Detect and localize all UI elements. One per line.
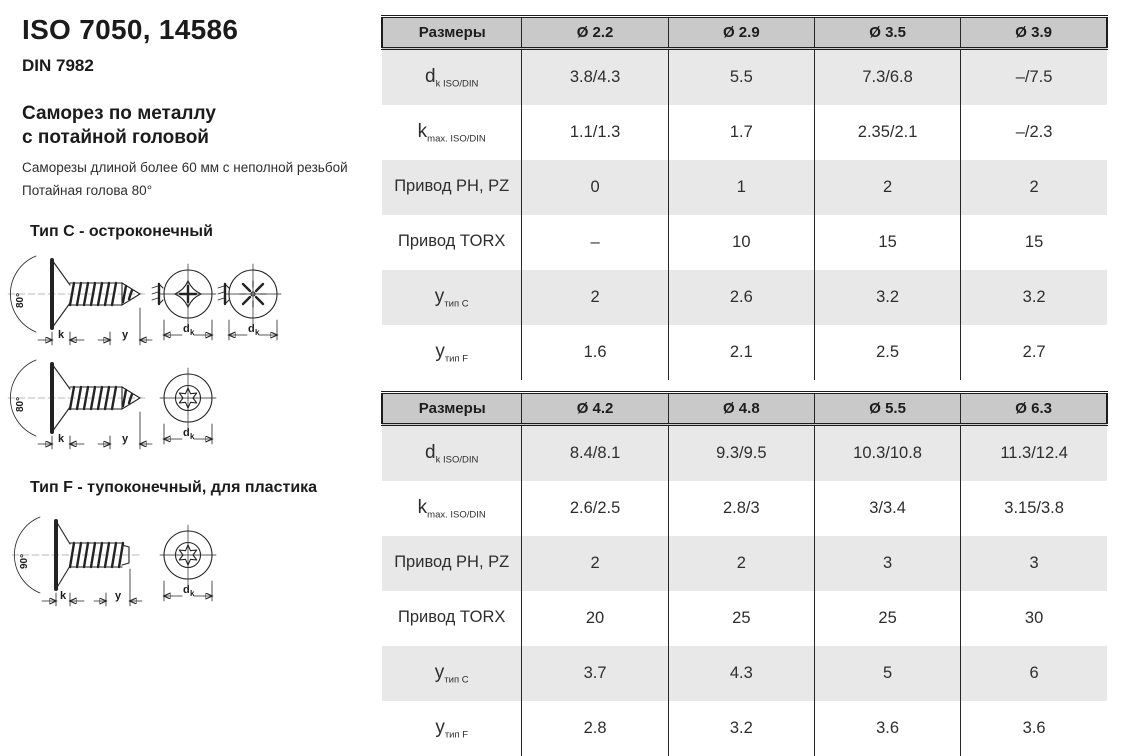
table-cell: 15 xyxy=(961,215,1107,270)
product-name xyxy=(22,102,216,150)
table-row-y-type-f xyxy=(382,701,1107,756)
table-cell: 1.7 xyxy=(668,105,814,160)
screw-side-view-pointed-icon xyxy=(8,256,152,345)
col-header-diameter: Ø 3.5 xyxy=(814,17,960,49)
pz-head-view-icon xyxy=(218,264,281,340)
table-row-dk xyxy=(382,49,1107,106)
table-cell: 2 xyxy=(668,536,814,591)
dim-dk-sub-label: k xyxy=(255,328,260,337)
table-cell: 4.3 xyxy=(668,646,814,701)
row-label: $k_{max. ISO/DIN}$ xyxy=(417,120,486,145)
table-cell: 3.15/3.8 xyxy=(961,481,1107,536)
table-cell: 1.6 xyxy=(522,325,668,380)
angle-label: 80° xyxy=(15,396,26,412)
table-cell: 10.3/10.8 xyxy=(814,425,960,482)
table-cell: 25 xyxy=(814,591,960,646)
table-cell: 3.2 xyxy=(814,270,960,325)
table-cell: 2 xyxy=(961,160,1107,215)
dim-dk-label: d xyxy=(248,323,255,335)
angle-label: 80° xyxy=(15,292,26,308)
dim-dk-sub-label: k xyxy=(190,432,195,441)
table-cell: 8.4/8.1 xyxy=(522,425,668,482)
row-label: Привод TORX xyxy=(398,231,506,250)
page-title: ISO 7050, 14586 xyxy=(22,14,239,45)
torx-head-view-icon xyxy=(160,525,216,601)
type-f-heading: Тип F - тупоконечный, для пластика xyxy=(30,479,318,496)
dim-y-label: y xyxy=(121,329,129,341)
table-cell: 2.1 xyxy=(668,325,814,380)
product-name-line1: Саморез по металлу xyxy=(22,103,216,124)
table-cell: 5.5 xyxy=(668,49,814,106)
row-label: Привод PH, PZ xyxy=(382,536,522,591)
row-label: $y_{тип F}$ xyxy=(435,716,469,741)
table-cell: 7.3/6.8 xyxy=(814,49,960,106)
description-line2: Потайная голова 80° xyxy=(22,182,153,198)
table-cell: 3.2 xyxy=(961,270,1107,325)
table-cell: 11.3/12.4 xyxy=(961,425,1107,482)
table-row-kmax xyxy=(382,105,1107,160)
dim-y-label: y xyxy=(121,433,129,445)
table-cell: 2.8/3 xyxy=(668,481,814,536)
table-cell: 3 xyxy=(814,536,960,591)
table-cell: 3.6 xyxy=(814,701,960,756)
row-label: Привод PH, PZ xyxy=(382,160,522,215)
col-header-diameter: Ø 2.9 xyxy=(668,17,814,49)
table-cell: 2.5 xyxy=(814,325,960,380)
table-cell: 3 xyxy=(961,536,1107,591)
row-label: Привод TORX xyxy=(398,607,506,626)
table-row-drive-ph-pz xyxy=(382,536,1107,591)
table-cell: – xyxy=(522,215,668,270)
type-c-torx-drawing xyxy=(6,352,236,452)
table-cell: 6 xyxy=(961,646,1107,701)
table-row-y-type-c xyxy=(382,646,1107,701)
table-cell: 3.8/4.3 xyxy=(522,49,668,106)
table-cell: –/7.5 xyxy=(961,49,1107,106)
dim-dk-label: d xyxy=(183,427,190,439)
description-line1: Саморезы длиной более 60 мм с неполной резьбой xyxy=(22,160,348,175)
table-cell: 3.7 xyxy=(522,646,668,701)
table-cell: 2 xyxy=(814,160,960,215)
dim-dk-sub-label: k xyxy=(190,328,195,337)
spec-table-small-diameters xyxy=(381,15,1108,380)
table-cell: 0 xyxy=(522,160,668,215)
table-header-row xyxy=(382,17,1107,49)
row-label: $y_{тип C}$ xyxy=(382,646,522,701)
screw-side-view-blunt-icon xyxy=(12,517,142,606)
table-cell: 15 xyxy=(814,215,960,270)
table-cell: 9.3/9.5 xyxy=(668,425,814,482)
table-cell: 2 xyxy=(522,270,668,325)
table-cell: 5 xyxy=(814,646,960,701)
dim-y-label: y xyxy=(114,590,122,602)
table-cell: 20 xyxy=(522,591,668,646)
col-header-sizes: Размеры xyxy=(382,17,522,49)
dim-k-label: k xyxy=(57,329,65,341)
table-cell: 2.6 xyxy=(668,270,814,325)
table-cell: 3.2 xyxy=(668,701,814,756)
table-cell: 2.35/2.1 xyxy=(814,105,960,160)
col-header-diameter: Ø 2.2 xyxy=(522,17,668,49)
dim-k-label: k xyxy=(59,590,67,602)
table-header-row xyxy=(382,393,1107,425)
type-c-ph-pz-drawing xyxy=(6,248,286,348)
table-cell: –/2.3 xyxy=(961,105,1107,160)
din-standard-subtitle: DIN 7982 xyxy=(22,56,94,75)
table-cell: 1.1/1.3 xyxy=(522,105,668,160)
table-cell: 2.8 xyxy=(522,701,668,756)
row-label: $y_{тип C}$ xyxy=(382,270,522,325)
table-cell: 1 xyxy=(668,160,814,215)
col-header-diameter: Ø 6.3 xyxy=(961,393,1107,425)
col-header-diameter: Ø 5.5 xyxy=(814,393,960,425)
col-header-diameter: Ø 4.8 xyxy=(668,393,814,425)
table-row-drive-torx xyxy=(382,591,1107,646)
product-name-line2: с потайной головой xyxy=(22,127,209,148)
dim-k-label: k xyxy=(57,433,65,445)
table-cell: 30 xyxy=(961,591,1107,646)
row-label: $k_{max. ISO/DIN}$ xyxy=(417,496,486,521)
dim-dk-label: d xyxy=(183,323,190,335)
screw-side-view-pointed-icon xyxy=(8,360,152,449)
torx-head-view-icon xyxy=(160,368,216,444)
col-header-diameter: Ø 4.2 xyxy=(522,393,668,425)
table-cell: 2 xyxy=(522,536,668,591)
table-row-y-type-f xyxy=(382,325,1107,380)
table-cell: 3.6 xyxy=(961,701,1107,756)
col-header-sizes: Размеры xyxy=(382,393,522,425)
col-header-diameter: Ø 3.9 xyxy=(961,17,1107,49)
table-cell: 25 xyxy=(668,591,814,646)
table-cell: 10 xyxy=(668,215,814,270)
dim-dk-sub-label: k xyxy=(190,589,195,598)
product-description xyxy=(22,157,348,202)
dim-dk-label: d xyxy=(183,584,190,596)
table-cell: 2.7 xyxy=(961,325,1107,380)
type-c-heading: Тип C - остроконечный xyxy=(30,223,213,240)
type-f-torx-drawing xyxy=(8,505,248,615)
ph-head-view-icon xyxy=(152,264,216,340)
table-row-drive-torx xyxy=(382,215,1107,270)
table-row-kmax xyxy=(382,481,1107,536)
table-row-drive-ph-pz xyxy=(382,160,1107,215)
spec-table-large-diameters xyxy=(381,391,1108,756)
row-label: $d_{k ISO/DIN}$ xyxy=(382,425,522,482)
table-cell: 2.6/2.5 xyxy=(522,481,668,536)
table-row-dk xyxy=(382,425,1107,482)
row-label: $y_{тип F}$ xyxy=(435,340,469,365)
table-cell: 3/3.4 xyxy=(814,481,960,536)
angle-label: 90° xyxy=(19,553,30,569)
table-row-y-type-c xyxy=(382,270,1107,325)
row-label: $d_{k ISO/DIN}$ xyxy=(382,49,522,106)
